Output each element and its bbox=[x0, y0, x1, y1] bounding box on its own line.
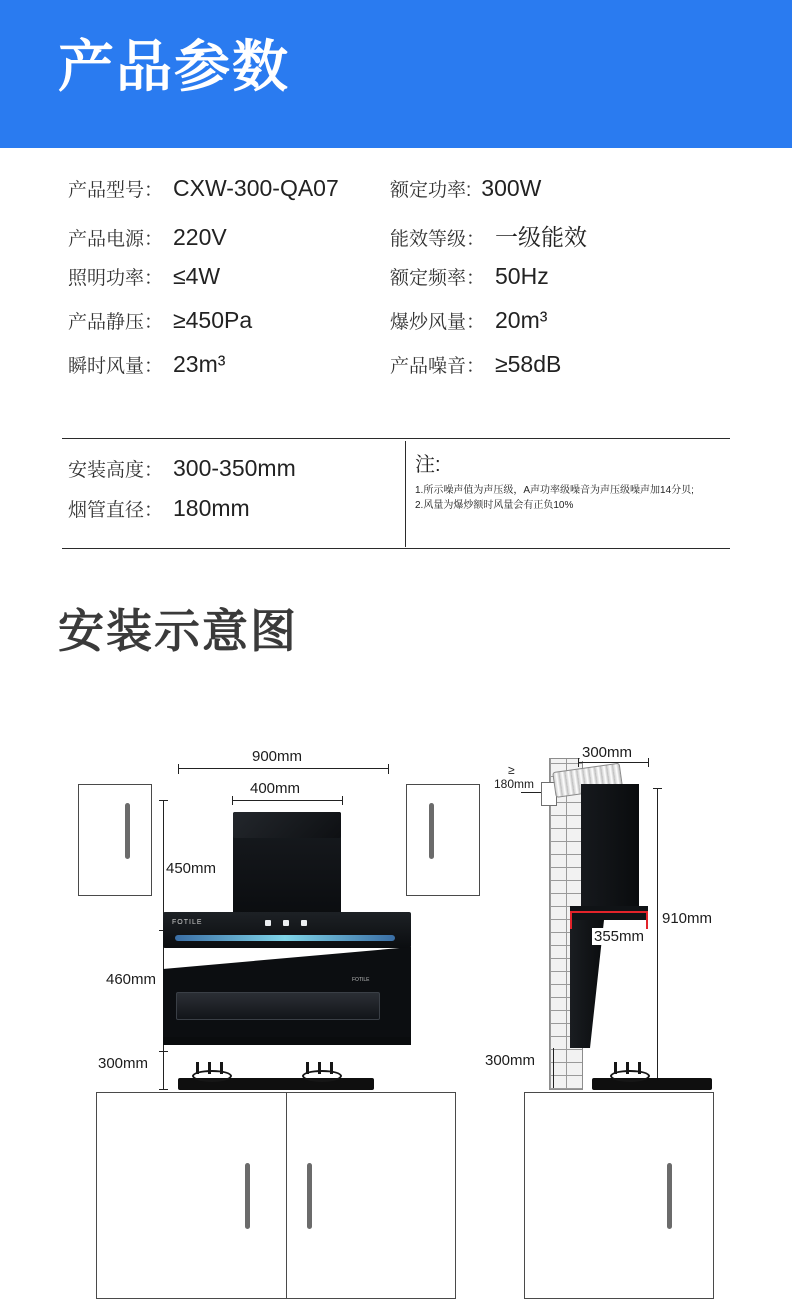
dimension-tick-red bbox=[646, 911, 648, 929]
dimension-label-180: 180mm bbox=[494, 777, 535, 791]
table-row bbox=[0, 351, 792, 395]
hood-side-chimney bbox=[581, 784, 639, 912]
page-header-banner bbox=[0, 0, 792, 148]
spec-label: 烟管直径： bbox=[68, 500, 164, 521]
cabinet-handle bbox=[307, 1163, 312, 1229]
spec-item-static-pressure bbox=[0, 307, 390, 334]
dimension-label-900: 900mm bbox=[252, 748, 303, 765]
spec-label: 产品电源： bbox=[68, 229, 164, 250]
spec-value: 23m³ bbox=[173, 351, 226, 377]
spec-value: 一级能效 bbox=[495, 224, 588, 250]
table-row bbox=[0, 219, 792, 263]
divider-bottom bbox=[62, 548, 730, 549]
note-title: 注: bbox=[415, 454, 441, 476]
spec-table bbox=[0, 175, 792, 395]
upper-cabinet-right bbox=[406, 784, 480, 896]
spec-value: 20m³ bbox=[495, 307, 548, 333]
spec-value: ≤4W bbox=[173, 263, 221, 289]
burner-right-view-1 bbox=[606, 1062, 650, 1080]
spec-label: 额定频率： bbox=[390, 268, 486, 289]
spec-value: 50Hz bbox=[495, 263, 549, 289]
spec-label: 爆炒风量： bbox=[390, 312, 486, 333]
dimension-tick bbox=[388, 764, 389, 774]
upper-cabinet-left bbox=[78, 784, 152, 896]
dimension-label-400: 400mm bbox=[250, 780, 301, 797]
table-row bbox=[0, 307, 792, 351]
spec-item-rated-power bbox=[390, 175, 792, 202]
note-separator bbox=[405, 441, 406, 547]
dimension-line-355-red bbox=[570, 911, 648, 913]
spec-item-lighting-power bbox=[0, 263, 390, 290]
dimension-label-355: 355mm bbox=[594, 928, 645, 945]
spec-label: 产品型号： bbox=[68, 180, 164, 201]
hood-side-body-top bbox=[570, 906, 648, 920]
hood-led-strip bbox=[175, 935, 395, 941]
spec-item-energy-grade bbox=[390, 219, 792, 252]
dimension-tick bbox=[178, 764, 179, 774]
dimension-label-450: 450mm bbox=[166, 860, 217, 877]
dimension-line-duct-300 bbox=[578, 762, 648, 763]
spec-label: 照明功率： bbox=[68, 268, 164, 289]
control-button-icon bbox=[265, 920, 271, 926]
dimension-label-300-left: 300mm bbox=[98, 1055, 149, 1072]
burner-left bbox=[188, 1062, 232, 1080]
cabinet-handle bbox=[125, 803, 130, 859]
cabinet-handle bbox=[667, 1163, 672, 1229]
page-title: 产品参数 bbox=[58, 35, 290, 98]
dimension-tick bbox=[232, 796, 233, 805]
spec-item-rated-frequency bbox=[390, 263, 792, 290]
base-cabinet-mid bbox=[286, 1092, 456, 1299]
spec-value: 300W bbox=[481, 175, 542, 201]
spec-value: CXW-300-QA07 bbox=[173, 175, 339, 201]
control-button-icon bbox=[283, 920, 289, 926]
dimension-tick bbox=[159, 800, 168, 801]
spec-item-noise bbox=[390, 351, 792, 378]
spec-value: ≥58dB bbox=[495, 351, 562, 377]
spec-value: ≥450Pa bbox=[173, 307, 253, 333]
section-title-installation: 安装示意图 bbox=[58, 605, 298, 657]
hood-brand-label: FOTILE bbox=[172, 919, 203, 926]
hood-bottom-edge bbox=[163, 1037, 411, 1045]
spec-item-instant-airflow bbox=[0, 351, 390, 378]
base-cabinet-right bbox=[524, 1092, 714, 1299]
spec-value: 180mm bbox=[173, 495, 250, 521]
dimension-tick bbox=[578, 758, 579, 767]
dimension-tick bbox=[159, 1051, 168, 1052]
spec-item-model bbox=[0, 175, 390, 202]
divider-top bbox=[62, 438, 730, 439]
hood-chimney-glass-panel bbox=[233, 812, 341, 838]
dimension-line-900 bbox=[178, 768, 388, 769]
spec-item-power-supply bbox=[0, 224, 390, 251]
dimension-line-400 bbox=[232, 800, 342, 801]
installation-diagram bbox=[0, 700, 792, 1297]
table-row bbox=[0, 263, 792, 307]
spec-label: 瞬时风量： bbox=[68, 356, 164, 377]
spec-value: 220V bbox=[173, 224, 227, 250]
cabinet-handle bbox=[245, 1163, 250, 1229]
table-row bbox=[0, 175, 792, 219]
base-cabinet-left bbox=[96, 1092, 288, 1299]
dimension-tick bbox=[342, 796, 343, 805]
burner-right bbox=[298, 1062, 342, 1080]
dimension-label-duct-300: 300mm bbox=[582, 744, 633, 761]
spec-value: 300-350mm bbox=[173, 455, 296, 481]
hood-sub-brand-label: FOTILE bbox=[352, 977, 370, 983]
dimension-tick bbox=[653, 788, 662, 789]
dimension-line-910 bbox=[657, 788, 658, 1086]
spec-item-duct-diameter bbox=[0, 495, 390, 522]
spec-label: 能效等级： bbox=[390, 229, 486, 250]
dimension-tick bbox=[648, 758, 649, 767]
dimension-tick-red bbox=[570, 911, 572, 929]
spec-item-install-height bbox=[0, 455, 390, 482]
note-line: 1.所示噪声值为声压级，A声功率级噪音为声压级噪声加14分贝; bbox=[415, 485, 694, 496]
spec-label: 产品静压： bbox=[68, 312, 164, 333]
control-button-icon bbox=[301, 920, 307, 926]
note-line: 2.风量为爆炒额时风量会有正负10% bbox=[415, 500, 574, 511]
dimension-label-300-right: 300mm bbox=[485, 1052, 536, 1069]
note-block bbox=[415, 448, 735, 513]
dimension-line-300-right bbox=[553, 1048, 554, 1088]
cabinet-handle bbox=[429, 803, 434, 859]
dimension-label-180-prefix: ≥ bbox=[508, 763, 515, 777]
spec-item-boost-airflow bbox=[390, 307, 792, 334]
spec-label: 安装高度： bbox=[68, 460, 164, 481]
dimension-label-910: 910mm bbox=[662, 910, 713, 927]
hood-filter-panel bbox=[176, 992, 380, 1020]
spec-label: 产品噪音： bbox=[390, 356, 486, 377]
hood-chimney bbox=[233, 836, 341, 914]
spec-label: 额定功率: bbox=[390, 180, 472, 201]
dimension-tick bbox=[159, 1089, 168, 1090]
dimension-label-460: 460mm bbox=[106, 971, 157, 988]
